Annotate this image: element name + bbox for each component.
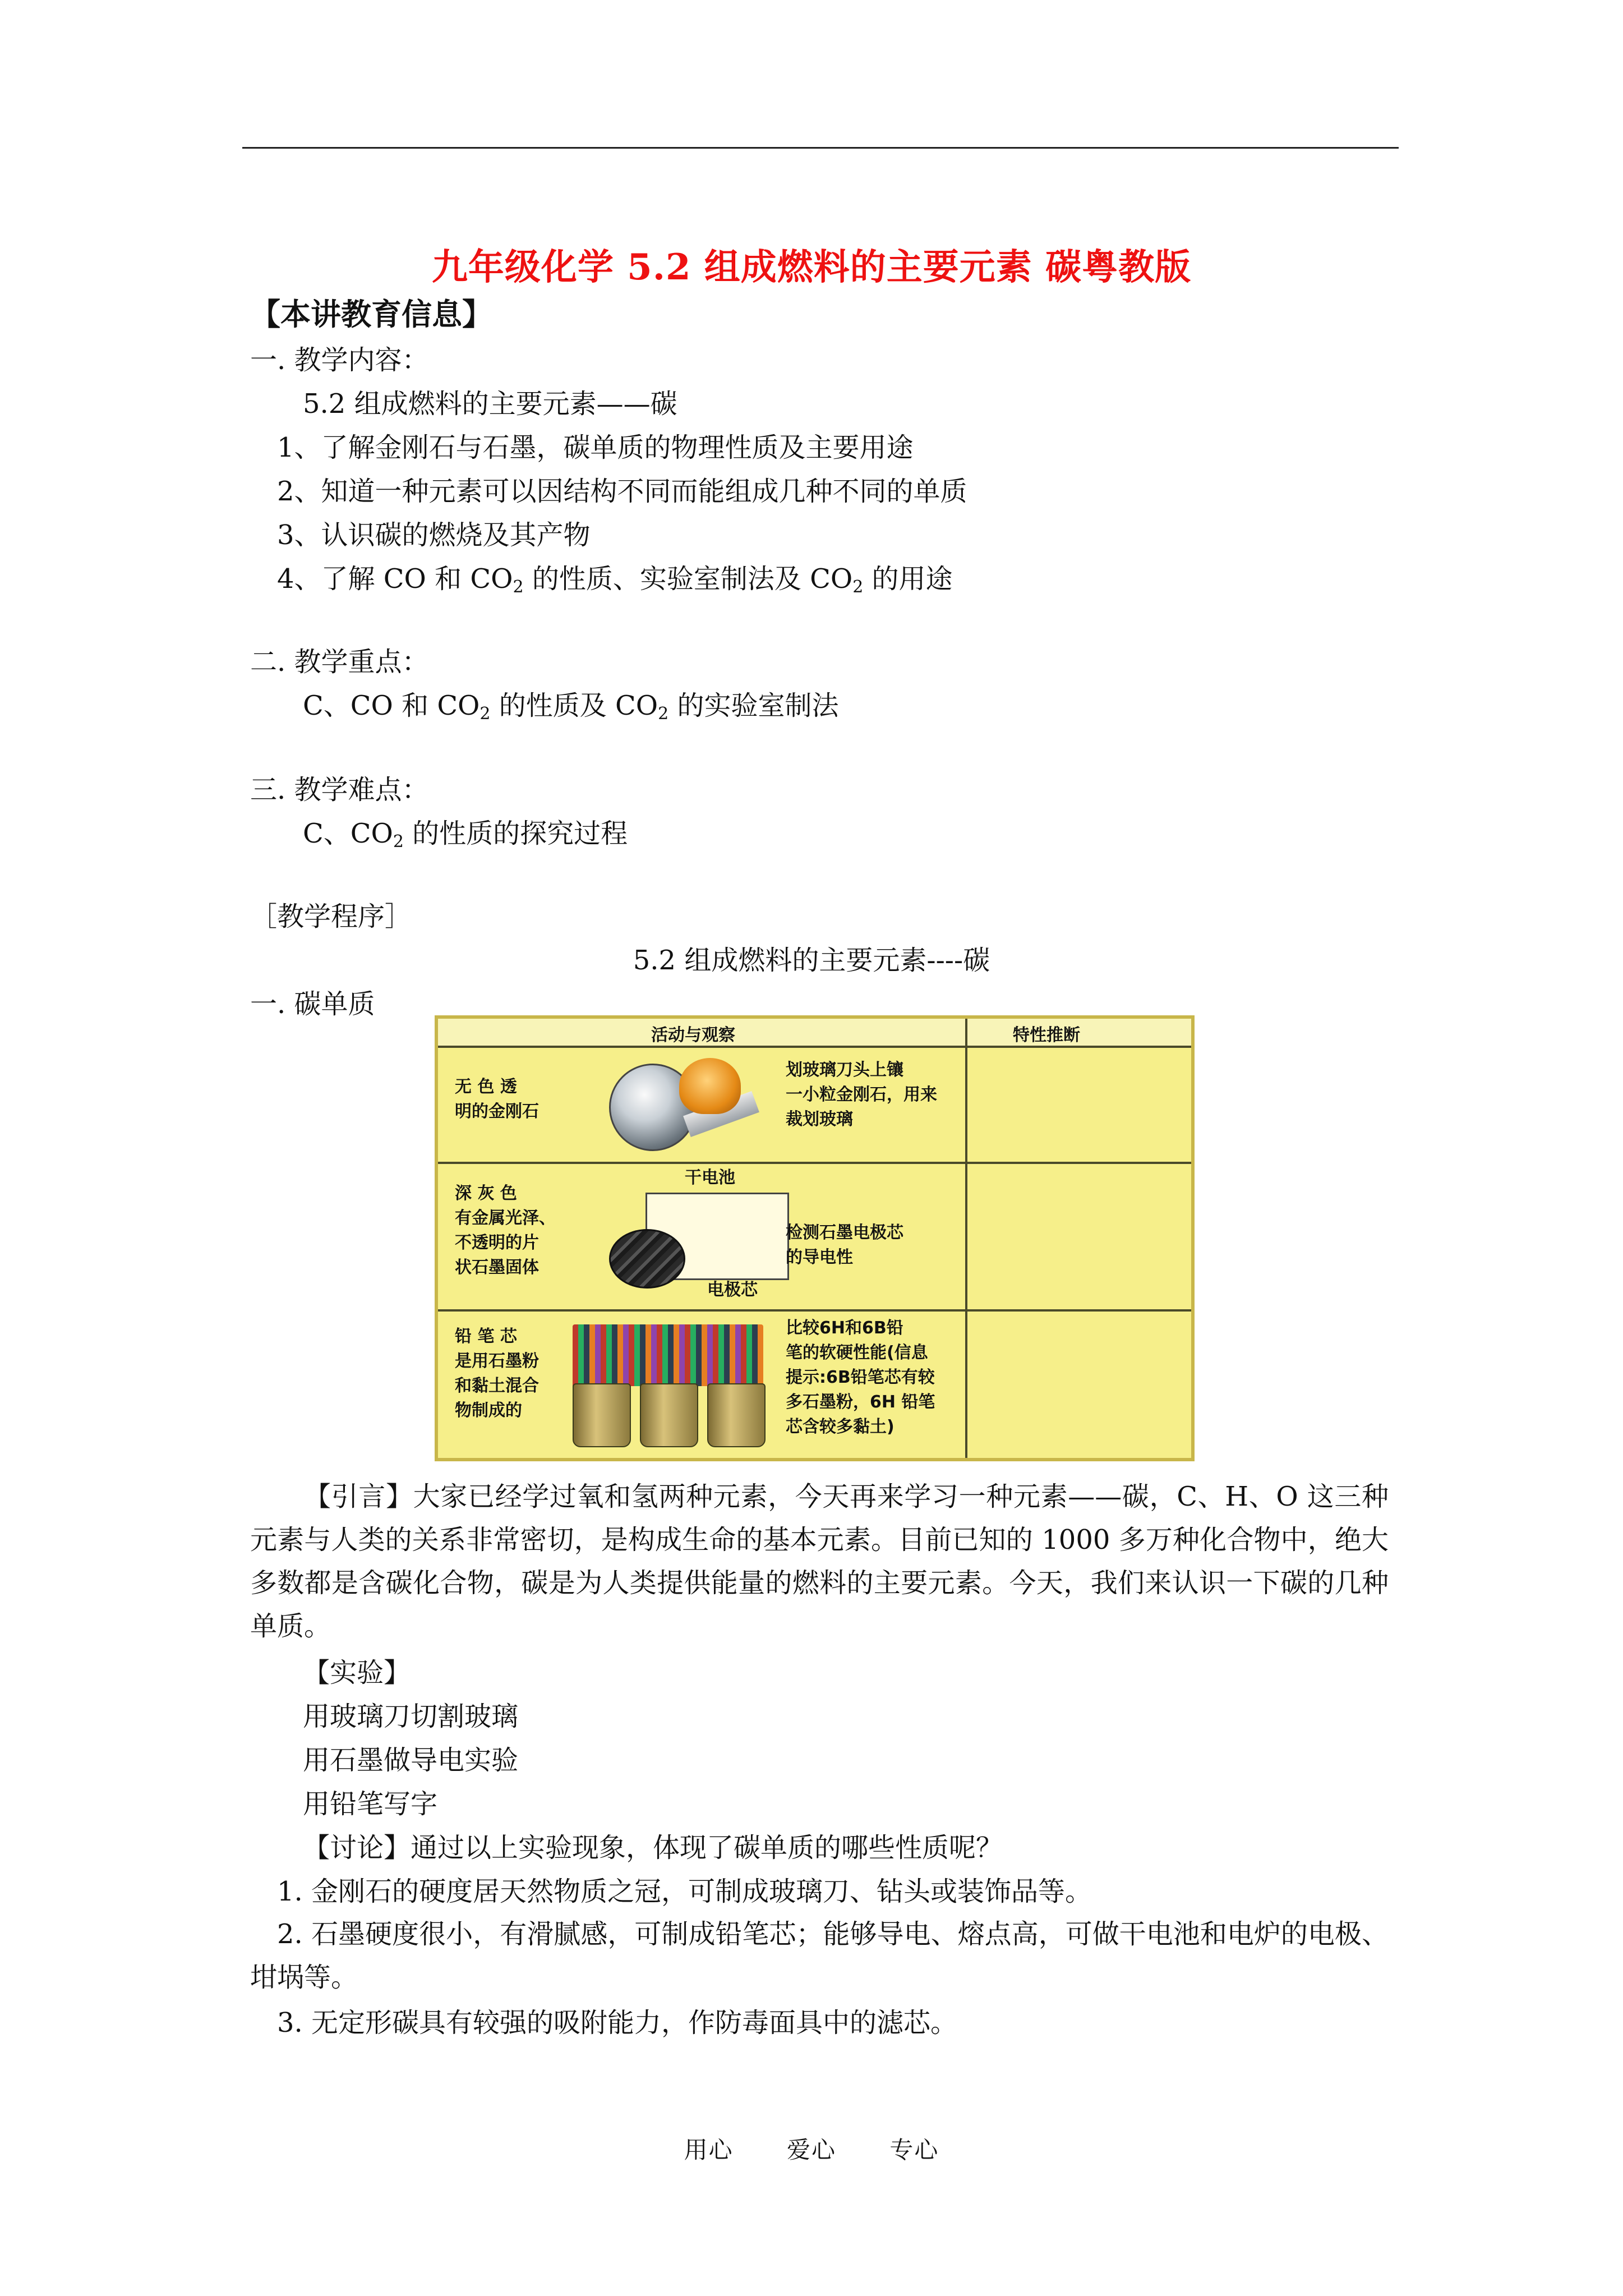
intro-paragraph: 【引言】大家已经学过氧和氢两种元素，今天再来学习一种元素——碳，C、H、O 这三种元素与人类的关系非常密切，是构成生命的基本元素。目前已知的 1000 多万种化合物中，绝大多数都是含碳化合物，碳是为人类提供能量的燃料的主要元素。今天，我们来认识一下碳的几种单质。	[250, 1481, 1389, 1642]
graphite-image	[609, 1229, 685, 1289]
electrode-label: 电极芯	[707, 1280, 758, 1300]
footer-word: 用心	[684, 2136, 734, 2164]
experiment-item: 用石墨做导电实验	[303, 1745, 519, 1776]
experiment-item: 用玻璃刀切割玻璃	[303, 1701, 519, 1732]
pencil-lead-description: 铅 笔 芯 是用石墨粉 和黏土混合 物制成的	[455, 1327, 539, 1420]
header-rule	[242, 147, 1399, 149]
pencil-cup-image	[640, 1383, 698, 1447]
difficulty-line: C、$CO_2$ 的性质的探究过程	[303, 818, 628, 852]
section1-heading: 一. 教学内容：	[250, 344, 429, 376]
objective-item: 3、认识碳的燃烧及其产物	[277, 519, 591, 551]
pencils-image	[573, 1324, 763, 1386]
page-footer	[0, 2132, 1623, 2165]
pencil-comparison-description: 比较6H和6B铅 笔的软硬性能(信息 提示:6B铅笔芯有较 多石墨粉，6H 铅笔 芯含较多黏土)	[786, 1318, 935, 1437]
figure-header	[438, 1019, 1191, 1048]
section3-heading: 三. 教学难点：	[250, 774, 429, 806]
activity-observation-figure	[435, 1015, 1195, 1461]
procedure-label: ［教学程序］	[250, 901, 412, 932]
figure-row-divider	[438, 1162, 1191, 1164]
discussion-line: 【讨论】通过以上实验现象，体现了碳单质的哪些性质呢？	[303, 1832, 1003, 1864]
pencil-cup-image	[573, 1383, 631, 1447]
figure-row-divider	[438, 1309, 1191, 1312]
objective-item: 2、知道一种元素可以因结构不同而能组成几种不同的单质	[277, 476, 967, 507]
objective-item-4: 4、了解 CO 和 $CO_2$ 的性质、实验室制法及 $CO_2$ 的用途	[277, 563, 953, 597]
experiment-heading: 【实验】	[303, 1657, 411, 1688]
section4-heading: 一. 碳单质	[250, 988, 375, 1020]
figure-col-activity: 活动与观察	[651, 1025, 735, 1045]
section1-subtitle: 5.2 组成燃料的主要元素——碳	[303, 388, 677, 420]
battery-label: 干电池	[685, 1168, 735, 1188]
discussion-point: 1. 金刚石的硬度居天然物质之冠，可制成玻璃刀、钻头或装饰品等。	[277, 1876, 1092, 1907]
figure-column-divider	[965, 1019, 967, 1458]
pencil-cup-image	[707, 1383, 766, 1447]
footer-word: 专心	[889, 2136, 939, 2164]
section-info-heading: 【本讲教育信息】	[250, 296, 492, 332]
glass-cutter-head-image	[679, 1058, 741, 1114]
graphite-description: 深 灰 色 有金属光泽、 不透明的片 状石墨固体	[455, 1184, 556, 1277]
key-point-line: C、CO 和 $CO_2$ 的性质及 $CO_2$ 的实验室制法	[303, 690, 839, 724]
figure-col-inference: 特性推断	[1013, 1025, 1080, 1045]
glass-cutter-description: 划玻璃刀头上镶 一小粒金刚石，用来 裁划玻璃	[786, 1060, 937, 1129]
lesson-title: 5.2 组成燃料的主要元素----碳	[633, 945, 990, 976]
conductivity-description: 检测石墨电极芯 的导电性	[786, 1223, 903, 1267]
experiment-item: 用铅笔写字	[303, 1788, 438, 1820]
page-title: 九年级化学 5.2 组成燃料的主要元素 碳粤教版	[431, 246, 1192, 288]
objective-item: 1、了解金刚石与石墨，碳单质的物理性质及主要用途	[277, 432, 914, 463]
diamond-description: 无 色 透 明的金刚石	[455, 1077, 539, 1121]
footer-word: 爱心	[786, 2136, 836, 2164]
discussion-point: 2. 石墨硬度很小，有滑腻感，可制成铅笔芯；能够导电、熔点高，可做干电池和电炉的电极、坩埚等。	[250, 1918, 1389, 1993]
section2-heading: 二. 教学重点：	[250, 646, 429, 678]
discussion-point: 3. 无定形碳具有较强的吸附能力，作防毒面具中的滤芯。	[277, 2007, 958, 2039]
